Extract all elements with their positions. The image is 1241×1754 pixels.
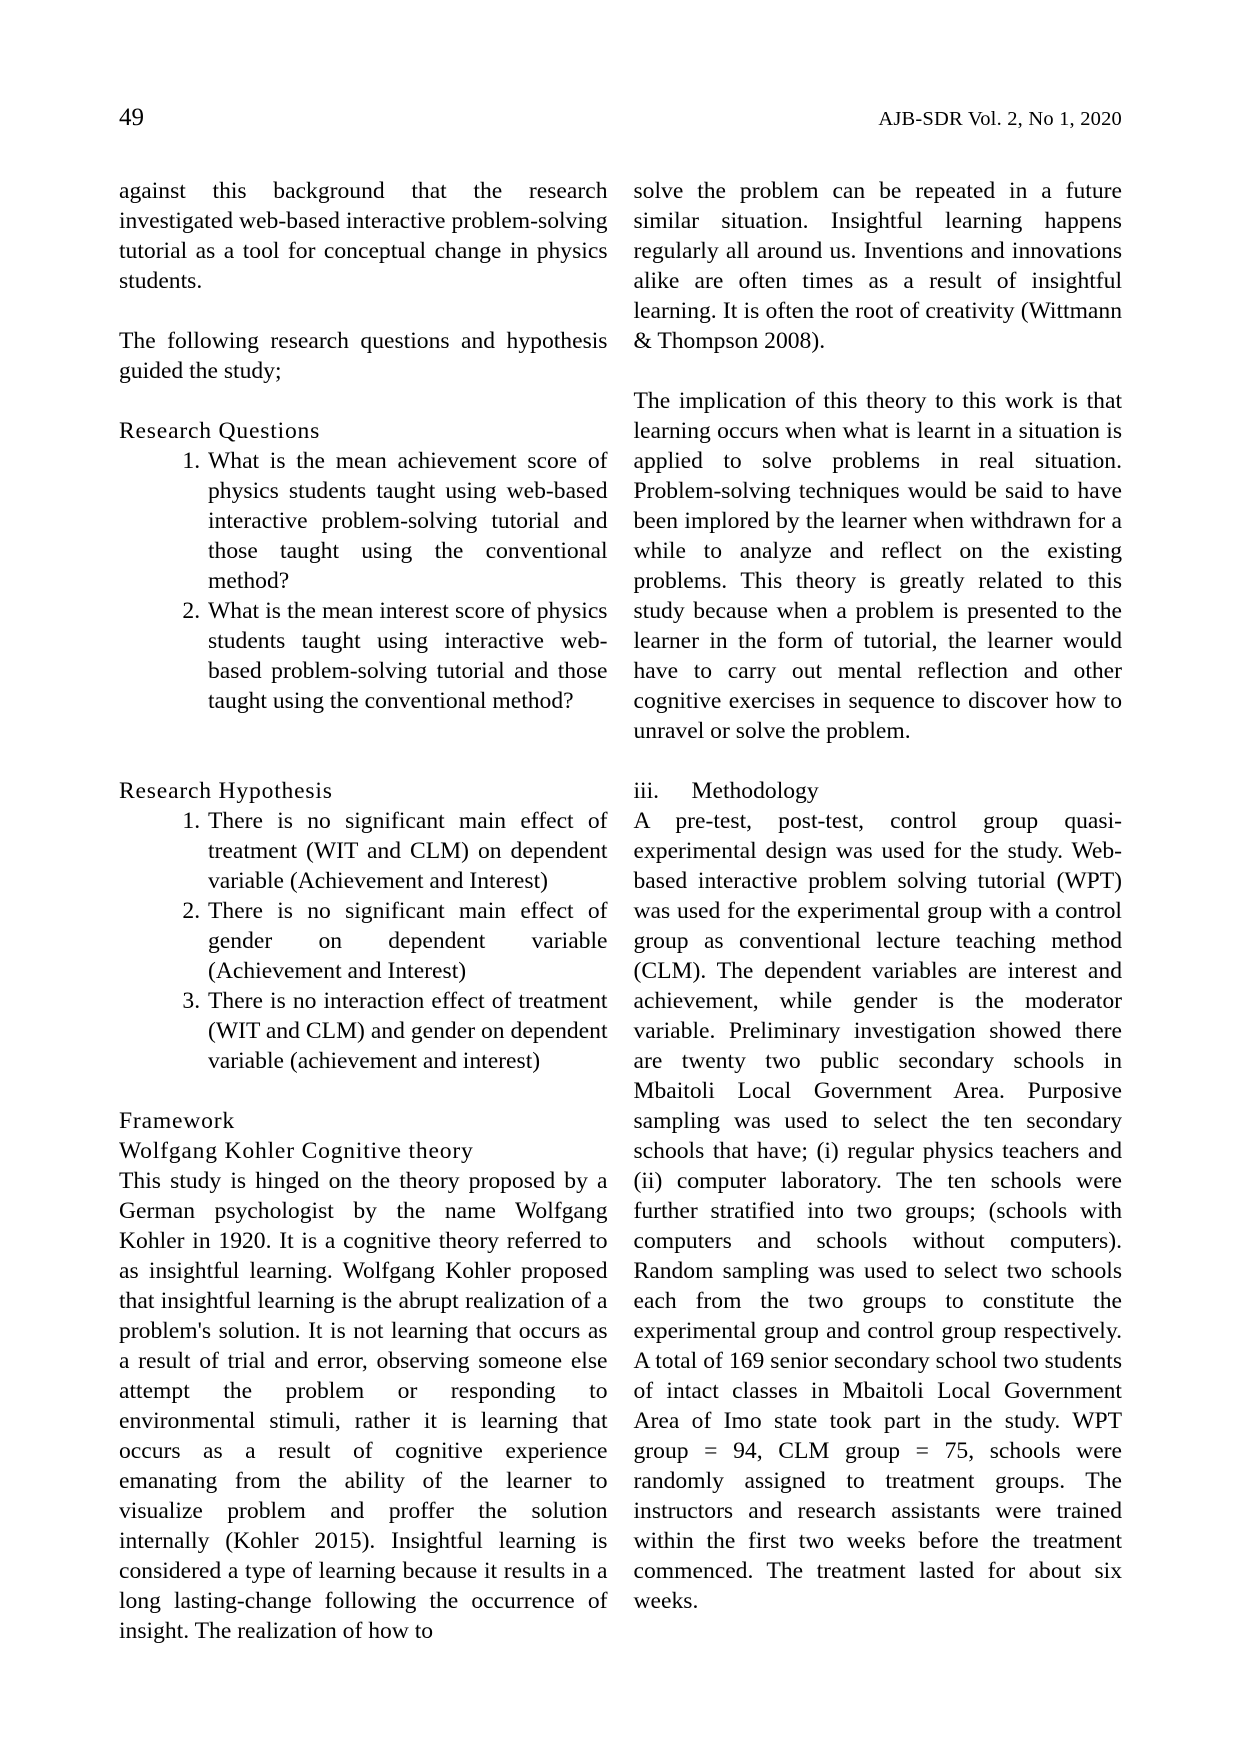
implication-paragraph: The implication of this theory to this work is that learning occurs when what is learnt in a situation is applied to solve problems in real situation. Problem-solving techniques would be said to have been implored by the learner when withdrawn for a while to analyze and reflect on the existing problems. This theory is greatly related to this study because when a problem is presented to the learner in the form of tutorial, the learner would have to carry out mental reflection and other cognitive exercises in sequence to discover how to unravel or solve the problem. bbox=[633, 388, 1122, 744]
research-question-item: 1. What is the mean achievement score of physics students taught using web-based interactive problem-solving tutorial and those taught using the conventional method? bbox=[206, 446, 608, 596]
page-header bbox=[119, 104, 1122, 132]
methodology-paragraph: A pre-test, post-test, control group quasi-experimental design was used for the study. Web-based interactive problem solving tutorial (WPT) was used for the experimental group with a control group as conventional lecture teaching method (CLM). The dependent variables are interest and achievement, while gender is the moderator variable. Preliminary investigation showed there are twenty two public secondary schools in Mbaitoli Local Government Area. Purposive sampling was used to select the ten secondary schools that have; (i) regular physics teachers and (ii) computer laboratory. The ten schools were further stratified into two groups; (schools with computers and schools without computers). Random sampling was used to select two schools each from the two groups to constitute the experimental group and control group respectively. A total of 169 senior secondary school two students of intact classes in Mbaitoli Local Government Area of Imo state took part in the study. WPT group = 94, CLM group = 75, schools were randomly assigned to treatment groups. The instructors and research assistants were trained within the first two weeks before the treatment commenced. The treatment lasted for about six weeks. bbox=[633, 808, 1122, 1614]
intro-paragraph: against this background that the research investigated web-based interactive problem-solving tutorial as a tool for conceptual change in physics students. bbox=[119, 178, 608, 294]
page-number: 49 bbox=[119, 104, 144, 131]
research-question-item: 2. What is the mean interest score of physics students taught using interactive web-based problem-solving tutorial and those taught using the conventional method? bbox=[206, 596, 608, 716]
methodology-section-title: Methodology bbox=[691, 778, 819, 804]
research-hypothesis-item: 1. There is no significant main effect of treatment (WIT and CLM) on dependent variable (Achievement and Interest) bbox=[206, 806, 608, 896]
research-hypothesis-item: 3. There is no interaction effect of treatment (WIT and CLM) and gender on dependent variable (achievement and interest) bbox=[206, 986, 608, 1076]
methodology-section-number: iii. bbox=[633, 778, 660, 804]
research-questions-list bbox=[119, 446, 608, 716]
framework-paragraph: This study is hinged on the theory proposed by a German psychologist by the name Wolfgang Kohler in 1920. It is a cognitive theory referred to as insightful learning. Wolfgang Kohler proposed that insightful learning is the abrupt realization of a problem's solution. It is not learning that occurs as a result of trial and error, observing someone else attempt the problem or responding to environmental stimuli, rather it is learning that occurs as a result of cognitive experience emanating from the ability of the learner to visualize problem and proffer the solution internally (Kohler 2015). Insightful learning is considered a type of learning because it results in a long lasting-change following the occurrence of insight. The realization of how to bbox=[119, 1168, 608, 1644]
two-column-body bbox=[119, 176, 1122, 1646]
right-column bbox=[634, 176, 1123, 1646]
research-hypothesis-list bbox=[119, 806, 608, 1076]
journal-citation: AJB-SDR Vol. 2, No 1, 2020 bbox=[878, 108, 1122, 130]
insightful-learning-paragraph: solve the problem can be repeated in a future similar situation. Insightful learning happens regularly all around us. Inventions and innovations alike are often times as a result of insightful learning. It is often the root of creativity (Wittmann & Thompson 2008). bbox=[633, 178, 1122, 354]
research-hypothesis-heading: Research Hypothesis bbox=[119, 778, 333, 804]
guide-paragraph: The following research questions and hypothesis guided the study; bbox=[119, 328, 608, 384]
framework-heading: Framework bbox=[119, 1108, 235, 1134]
left-column bbox=[119, 176, 608, 1646]
framework-subheading: Wolfgang Kohler Cognitive theory bbox=[119, 1138, 474, 1164]
research-hypothesis-item: 2. There is no significant main effect of gender on dependent variable (Achievement and Interest) bbox=[206, 896, 608, 986]
methodology-heading bbox=[634, 776, 1123, 806]
research-questions-heading: Research Questions bbox=[119, 418, 321, 444]
